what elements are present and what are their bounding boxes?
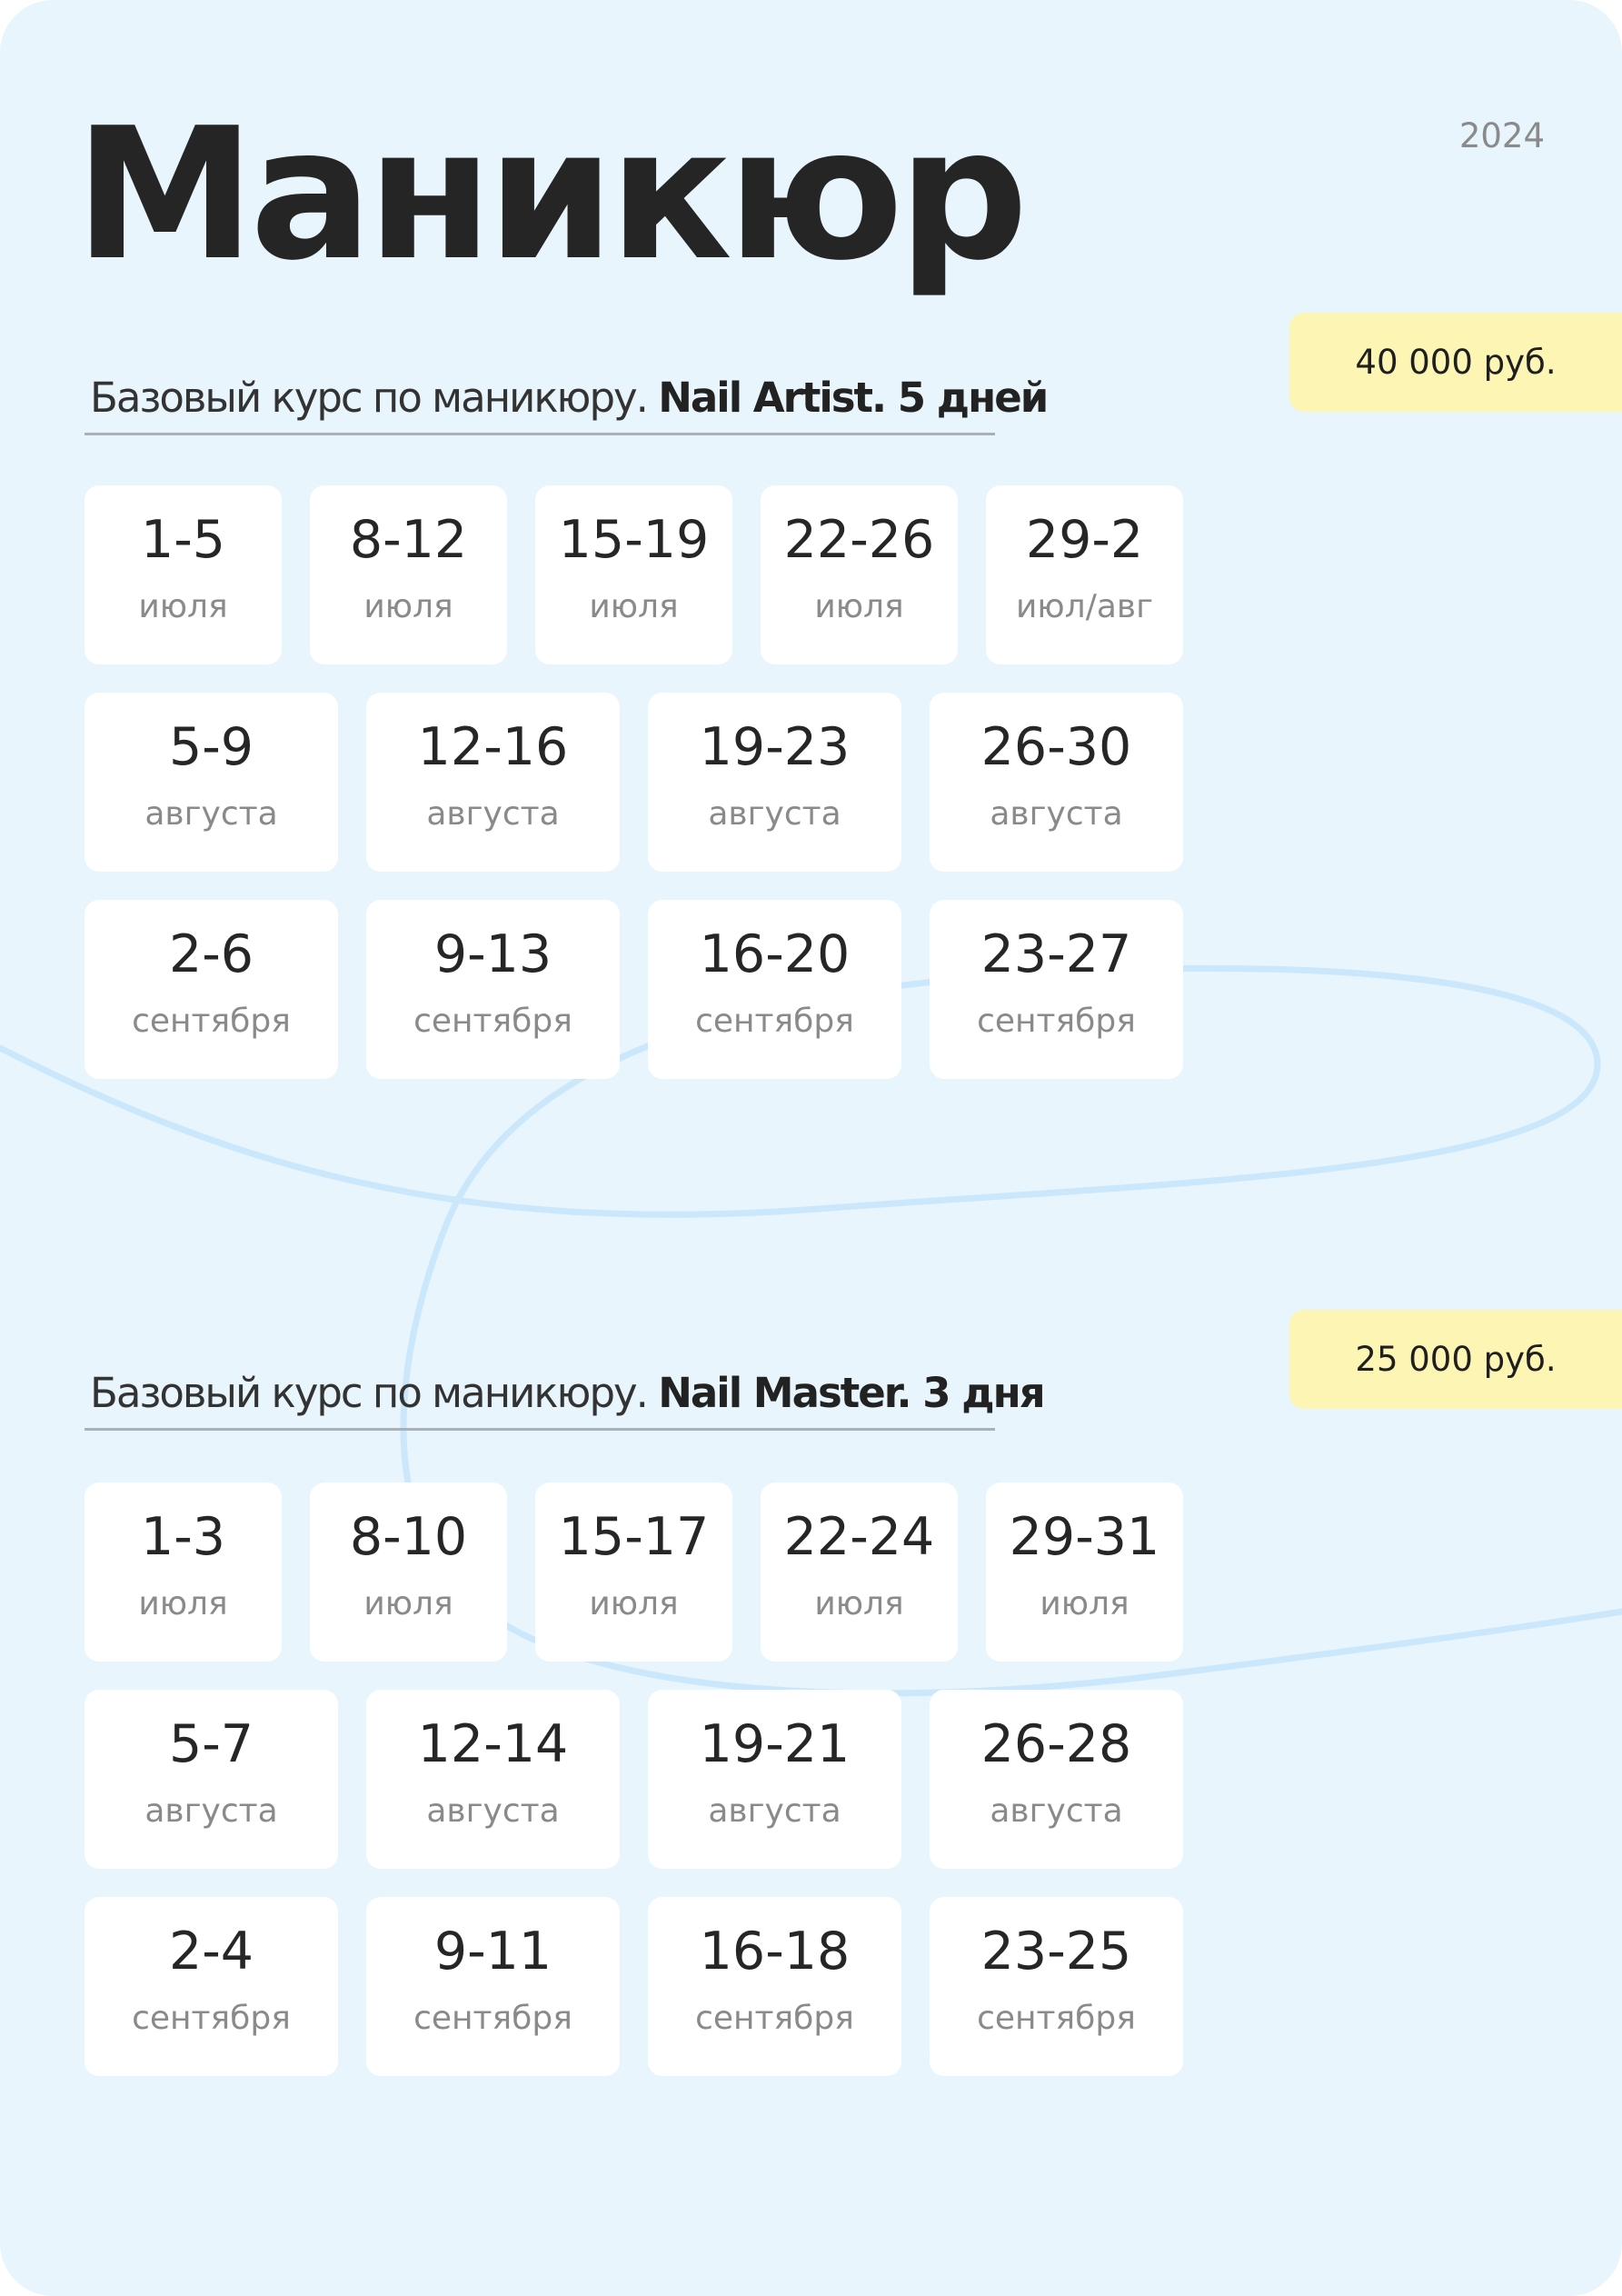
page-title: Маникюр bbox=[75, 89, 1023, 301]
date-month: сентября bbox=[132, 2000, 291, 2037]
date-month: июл/авг bbox=[1015, 588, 1154, 625]
date-range: 29-31 bbox=[1009, 1507, 1160, 1567]
date-month: июля bbox=[1040, 1585, 1129, 1622]
date-range: 12-14 bbox=[417, 1714, 569, 1774]
date-month: июля bbox=[138, 588, 228, 625]
date-range: 9-11 bbox=[433, 1922, 552, 1982]
date-range: 29-2 bbox=[1025, 510, 1144, 570]
date-range: 22-24 bbox=[783, 1507, 935, 1567]
date-card bbox=[85, 1482, 282, 1662]
date-month: июля bbox=[589, 1585, 679, 1622]
date-range: 15-19 bbox=[558, 510, 710, 570]
course-title bbox=[90, 1369, 1044, 1417]
date-card bbox=[366, 900, 620, 1079]
date-card bbox=[648, 1897, 901, 2076]
date-month: сентября bbox=[977, 2000, 1136, 2037]
date-range: 22-26 bbox=[783, 510, 935, 570]
date-range: 9-13 bbox=[433, 924, 552, 984]
date-month: июля bbox=[814, 1585, 904, 1622]
course-prefix: Базовый курс по маникюру. bbox=[90, 1369, 659, 1417]
date-card bbox=[761, 485, 958, 664]
date-month: июля bbox=[138, 1585, 228, 1622]
date-range: 8-12 bbox=[349, 510, 468, 570]
date-card bbox=[310, 485, 507, 664]
date-month: сентября bbox=[132, 1003, 291, 1040]
date-range: 1-5 bbox=[140, 510, 226, 570]
date-range: 19-23 bbox=[699, 717, 851, 777]
price-badge-nail-artist: 40 000 руб. bbox=[1289, 313, 1622, 412]
date-month: августа bbox=[708, 795, 841, 833]
date-month: августа bbox=[990, 795, 1123, 833]
date-card bbox=[366, 693, 620, 872]
date-card bbox=[366, 1690, 620, 1869]
date-card bbox=[930, 693, 1183, 872]
date-month: августа bbox=[144, 795, 278, 833]
date-month: сентября bbox=[413, 2000, 572, 2037]
date-card bbox=[930, 1897, 1183, 2076]
date-card bbox=[535, 485, 732, 664]
date-month: июля bbox=[363, 588, 453, 625]
year-label: 2024 bbox=[1458, 116, 1545, 155]
date-card bbox=[648, 1690, 901, 1869]
date-month: сентября bbox=[695, 1003, 854, 1040]
date-card bbox=[648, 900, 901, 1079]
date-card bbox=[761, 1482, 958, 1662]
date-range: 2-4 bbox=[168, 1922, 254, 1982]
date-card bbox=[85, 1897, 338, 2076]
date-card bbox=[535, 1482, 732, 1662]
date-card bbox=[366, 1897, 620, 2076]
date-month: августа bbox=[990, 1792, 1123, 1830]
price-badge-nail-master: 25 000 руб. bbox=[1289, 1310, 1622, 1409]
course-prefix: Базовый курс по маникюру. bbox=[90, 374, 659, 422]
date-range: 12-16 bbox=[417, 717, 569, 777]
course-name: Nail Artist. 5 дней bbox=[658, 374, 1048, 422]
date-range: 26-28 bbox=[980, 1714, 1132, 1774]
date-month: августа bbox=[426, 1792, 560, 1830]
date-card bbox=[930, 900, 1183, 1079]
date-range: 15-17 bbox=[558, 1507, 710, 1567]
date-month: июля bbox=[589, 588, 679, 625]
course-name: Nail Master. 3 дня bbox=[658, 1369, 1044, 1417]
date-card bbox=[85, 693, 338, 872]
date-month: сентября bbox=[695, 2000, 854, 2037]
date-range: 1-3 bbox=[140, 1507, 226, 1567]
course-heading-nail-artist bbox=[85, 369, 1048, 435]
date-range: 23-27 bbox=[980, 924, 1132, 984]
date-range: 23-25 bbox=[980, 1922, 1132, 1982]
date-range: 16-20 bbox=[699, 924, 851, 984]
date-range: 5-7 bbox=[168, 1714, 254, 1774]
date-range: 2-6 bbox=[168, 924, 254, 984]
date-range: 19-21 bbox=[699, 1714, 851, 1774]
date-month: сентября bbox=[413, 1003, 572, 1040]
date-card bbox=[85, 900, 338, 1079]
course-title bbox=[90, 374, 1047, 422]
course-heading-nail-master bbox=[85, 1364, 1044, 1431]
date-month: августа bbox=[426, 795, 560, 833]
date-month: августа bbox=[708, 1792, 841, 1830]
date-range: 26-30 bbox=[980, 717, 1132, 777]
date-card bbox=[986, 1482, 1183, 1662]
date-month: июля bbox=[363, 1585, 453, 1622]
date-card bbox=[930, 1690, 1183, 1869]
date-month: августа bbox=[144, 1792, 278, 1830]
date-card bbox=[85, 485, 282, 664]
date-card bbox=[648, 693, 901, 872]
date-card bbox=[85, 1690, 338, 1869]
date-range: 8-10 bbox=[349, 1507, 468, 1567]
date-month: июля bbox=[814, 588, 904, 625]
date-card bbox=[986, 485, 1183, 664]
date-range: 16-18 bbox=[699, 1922, 851, 1982]
date-card bbox=[310, 1482, 507, 1662]
date-month: сентября bbox=[977, 1003, 1136, 1040]
date-range: 5-9 bbox=[168, 717, 254, 777]
